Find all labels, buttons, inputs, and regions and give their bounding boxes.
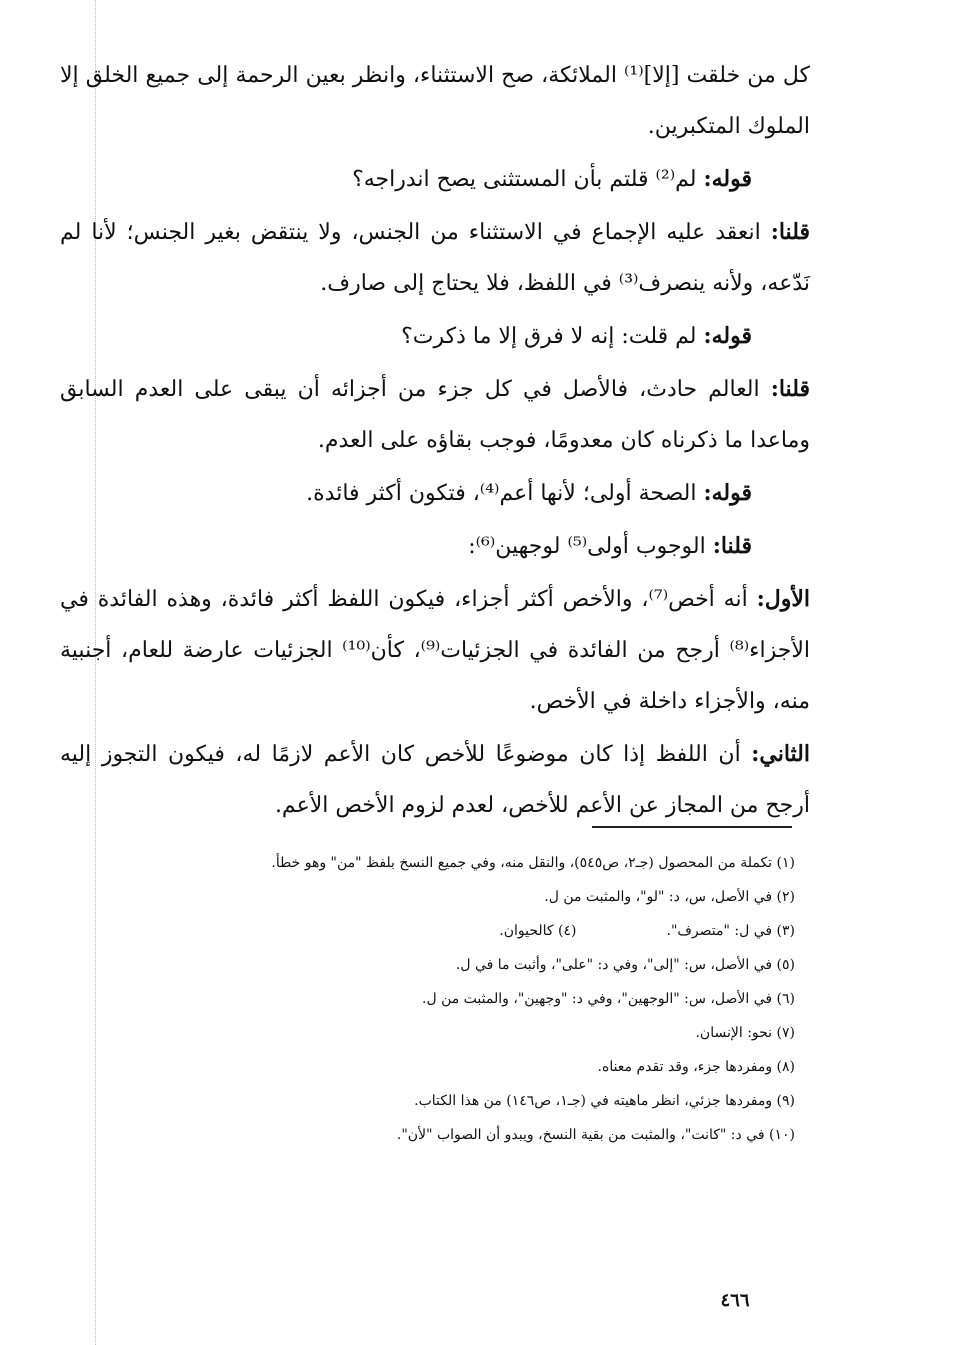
footnote-7: (٧) نحو: الإنسان.	[695, 1025, 795, 1041]
footnote-3: (٣) في ل: "متصرف".	[666, 923, 795, 939]
paragraph-lead: قلنا:	[770, 376, 810, 402]
paragraph-lead: الثاني:	[751, 741, 810, 767]
footnote-10: (١٠) في د: "كانت"، والمثبت من بقية النسخ، ويبدو أن الصواب "لأن".	[396, 1127, 795, 1143]
footnotes	[70, 846, 795, 1152]
paragraph-text: لم قلت: إنه لا فرق إلا ما ذكرت؟	[401, 324, 704, 349]
paragraph-text: كل من خلقت [إلا]⁽¹⁾ الملائكة، صح الاستثناء، وانظر بعين الرحمة إلى جميع الخلق إلا الملوك المتكبرين.	[60, 63, 810, 139]
footnote-5: (٥) في الأصل، س: "إلى"، وفي د: "على"، وأثبت ما في ل.	[455, 957, 795, 973]
paragraph-lead: قلنا:	[770, 219, 810, 245]
paragraph-lead: قوله:	[703, 480, 752, 506]
paragraph-3	[60, 207, 810, 309]
paragraph-text: أنه أخص⁽⁷⁾، والأخص أكثر أجزاء، فيكون اللفظ أكثر فائدة، وهذه الفائدة في الأجزاء⁽⁸⁾ أرجح من الفائدة في الجزئيات⁽⁹⁾، كأن⁽¹⁰⁾ الجزئيات عارضة للعام، أجنبية منه، والأجزاء داخلة في الأخص.	[60, 587, 810, 714]
footnote-6: (٦) في الأصل، س: "الوجهين"، وفي د: "وجهين"، والمثبت من ل.	[422, 991, 795, 1007]
footnote-1: (١) تكملة من المحصول (جـ٢، ص٥٤٥)، والنقل منه، وفي جميع النسخ بلفظ "من" وهو خطأ.	[271, 855, 795, 871]
footnote-9: (٩) ومفردها جزئي، انظر ماهيته في (جـ١، ص١٤٦) من هذا الكتاب.	[414, 1093, 795, 1109]
footnote-3-4	[70, 914, 795, 948]
paragraph-lead: الأول:	[756, 586, 810, 612]
paragraph-5	[60, 364, 810, 466]
paragraph-lead: قوله:	[703, 323, 752, 349]
footnote-4: (٤) كالحيوان.	[499, 923, 577, 939]
paragraph-text: الوجوب أولى⁽⁵⁾ لوجهين⁽⁶⁾:	[468, 534, 713, 559]
page-number: ٤٦٦	[720, 1290, 750, 1311]
paragraph-8	[60, 574, 810, 727]
paragraph-text: لم⁽²⁾ قلتم بأن المستثنى يصح اندراجه؟	[352, 167, 704, 192]
paragraph-lead: قوله:	[703, 166, 752, 192]
paragraph-2	[60, 154, 810, 205]
paragraph-4	[60, 311, 810, 362]
footnote-separator	[592, 826, 792, 828]
paragraph-text: أن اللفظ إذا كان موضوعًا للأخص كان الأعم لازمًا له، فيكون التجوز إليه أرجح من المجاز عن الأعم للأخص، لعدم لزوم الأخص الأعم.	[60, 742, 810, 818]
footnote-8: (٨) ومفردها جزء، وقد تقدم معناه.	[597, 1059, 795, 1075]
paragraph-text: الصحة أولى؛ لأنها أعم⁽⁴⁾، فتكون أكثر فائدة.	[306, 481, 704, 506]
paragraph-lead: قلنا:	[712, 533, 752, 559]
footnote-2: (٢) في الأصل، س، د: "لو"، والمثبت من ل.	[544, 889, 795, 905]
paragraph-text: العالم حادث، فالأصل في كل جزء من أجزائه أن يبقى على العدم السابق وماعدا ما ذكرناه كان معدومًا، فوجب بقاؤه على العدم.	[60, 377, 810, 453]
paragraph-6	[60, 468, 810, 519]
main-text	[60, 50, 810, 833]
paragraph-text: انعقد عليه الإجماع في الاستثناء من الجنس، ولا ينتقض بغير الجنس؛ لأنا لم نَدّعه، ولأنه ينصرف⁽³⁾ في اللفظ، فلا يحتاج إلى صارف.	[60, 220, 810, 296]
paragraph-9	[60, 729, 810, 831]
paragraph-1	[60, 50, 810, 152]
paragraph-7	[60, 521, 810, 572]
